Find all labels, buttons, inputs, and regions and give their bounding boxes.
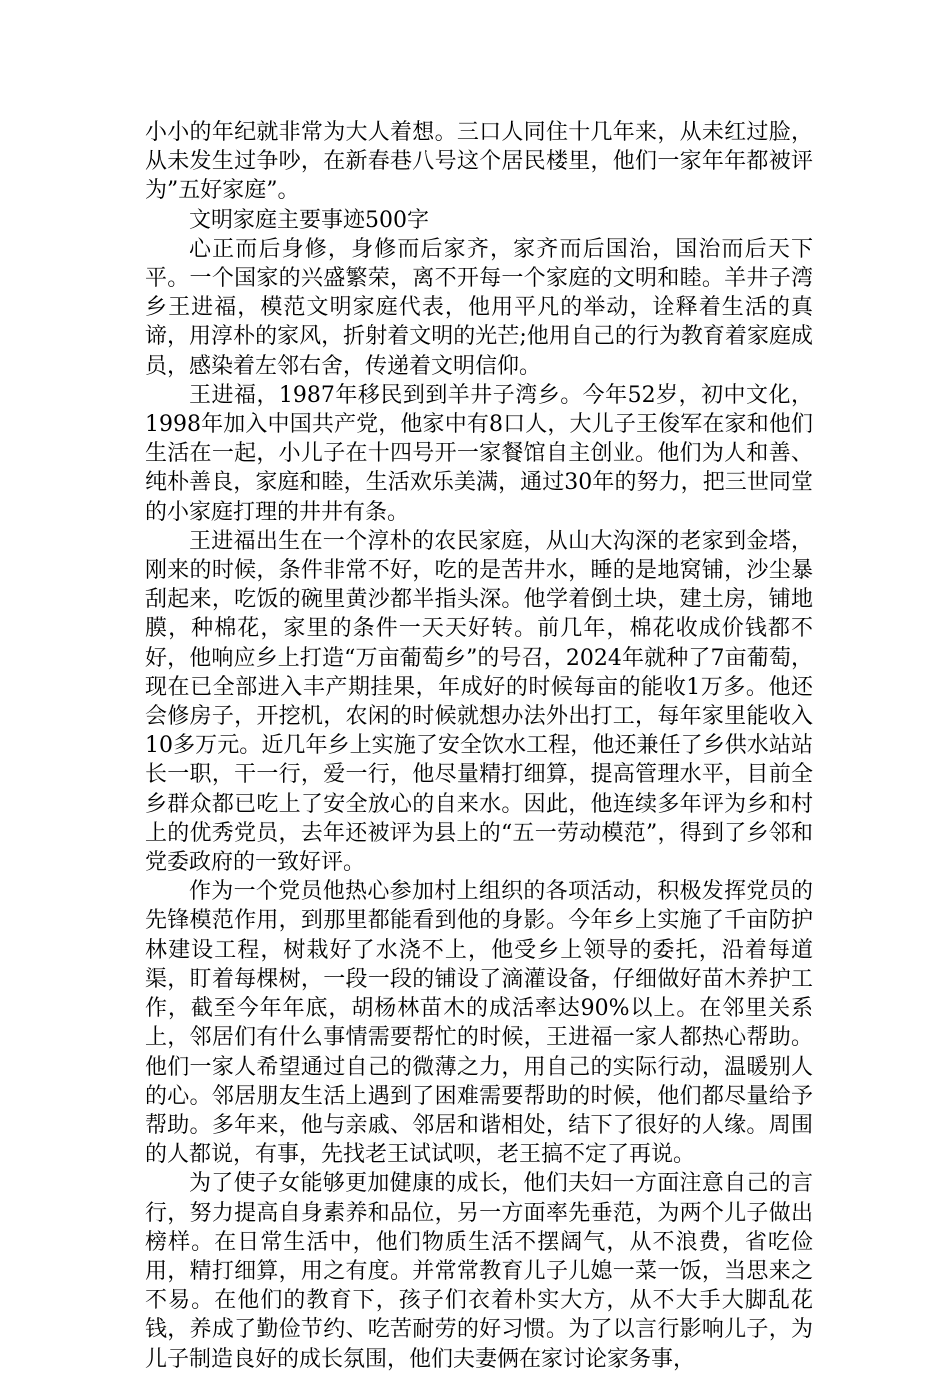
paragraph-continuation: 小小的年纪就非常为大人着想。三口人同住十几年来，从未红过脸，从未发生过争吵，在新春巷八号这个居民楼里，他们一家年年都被评为”五好家庭”。: [145, 120, 813, 204]
document-body: [145, 118, 813, 1374]
paragraph-party-member: 作为一个党员他热心参加村上组织的各项活动，积极发挥党员的先锋模范作用，到那里都能看到他的身影。今年乡上实施了千亩防护林建设工程，树栽好了水浇不上，他受乡上领导的委托，沿着每道渠，盯着每棵树，一段一段的铺设了滴灌设备，仔细做好苗木养护工作，截至今年年底，胡杨林苗木的成活率达90%以上。在邻里关系上，邻居们有什么事情需要帮忙的时候，王进福一家人都热心帮助。他们一家人希望通过自己的微薄之力，用自己的实际行动，温暖别人的心。邻居朋友生活上遇到了困难需要帮助的时候，他们都尽量给予帮助。多年来，他与亲戚、邻居和谐相处，结下了很好的人缘。周围的人都说，有事，先找老王试试呗，老王搞不定了再说。: [145, 879, 813, 1168]
paragraph-family-education: 为了使子女能够更加健康的成长，他们夫妇一方面注意自己的言行，努力提高自身素养和品位，另一方面率先垂范，为两个儿子做出榜样。在日常生活中，他们物质生活不摆阔气，从不浪费，省吃俭用，精打细算，用之有度。并常常教育儿子儿媳一菜一饭，当思来之不易。在他们的教育下，孩子们衣着朴实大方，从不大手大脚乱花钱，养成了勤俭节约、吃苦耐劳的好习惯。为了以言行影响儿子，为儿子制造良好的成长氛围，他们夫妻俩在家讨论家务事，: [145, 1171, 813, 1372]
section-heading: 文明家庭主要事迹500字: [189, 207, 429, 233]
paragraph-background: 王进福，1987年移民到到羊井子湾乡。今年52岁，初中文化，1998年加入中国共产党，他家中有8口人，大儿子王俊军在家和他们生活在一起，小儿子在十四号开一家餐馆自主创业。他们为人和善、纯朴善良，家庭和睦，生活欢乐美满，通过30年的努力，把三世同堂的小家庭打理的井井有条。: [145, 382, 813, 525]
paragraph-livelihood: 王进福出生在一个淳朴的农民家庭，从山大沟深的老家到金塔，刚来的时候，条件非常不好，吃的是苦井水，睡的是地窝铺，沙尘暴刮起来，吃饭的碗里黄沙都半指头深。他学着倒土块，建土房，铺地膜，种棉花，家里的条件一天天好转。前几年，棉花收成价钱都不好，他响应乡上打造“万亩葡萄乡”的号召，2024年就种了7亩葡萄，现在已全部进入丰产期挂果，年成好的时候每亩的能收1万多。他还会修房子，开挖机，农闲的时候就想办法外出打工，每年家里能收入10多万元。近几年乡上实施了安全饮水工程，他还兼任了乡供水站站长一职，干一行，爱一行，他尽量精打细算，提高管理水平，目前全乡群众都已吃上了安全放心的自来水。因此，他连续多年评为乡和村上的优秀党员，去年还被评为县上的“五一劳动模范”，得到了乡邻和党委政府的一致好评。: [145, 528, 813, 876]
paragraph-intro: 心正而后身修，身修而后家齐，家齐而后国治，国治而后天下平。一个国家的兴盛繁荣，离不开每一个家庭的文明和睦。羊井子湾乡王进福，模范文明家庭代表，他用平凡的举动，诠释着生活的真谛，用淳朴的家风，折射着文明的光芒;他用自己的行为教育着家庭成员，感染着左邻右舍，传递着文明信仰。: [145, 236, 813, 379]
